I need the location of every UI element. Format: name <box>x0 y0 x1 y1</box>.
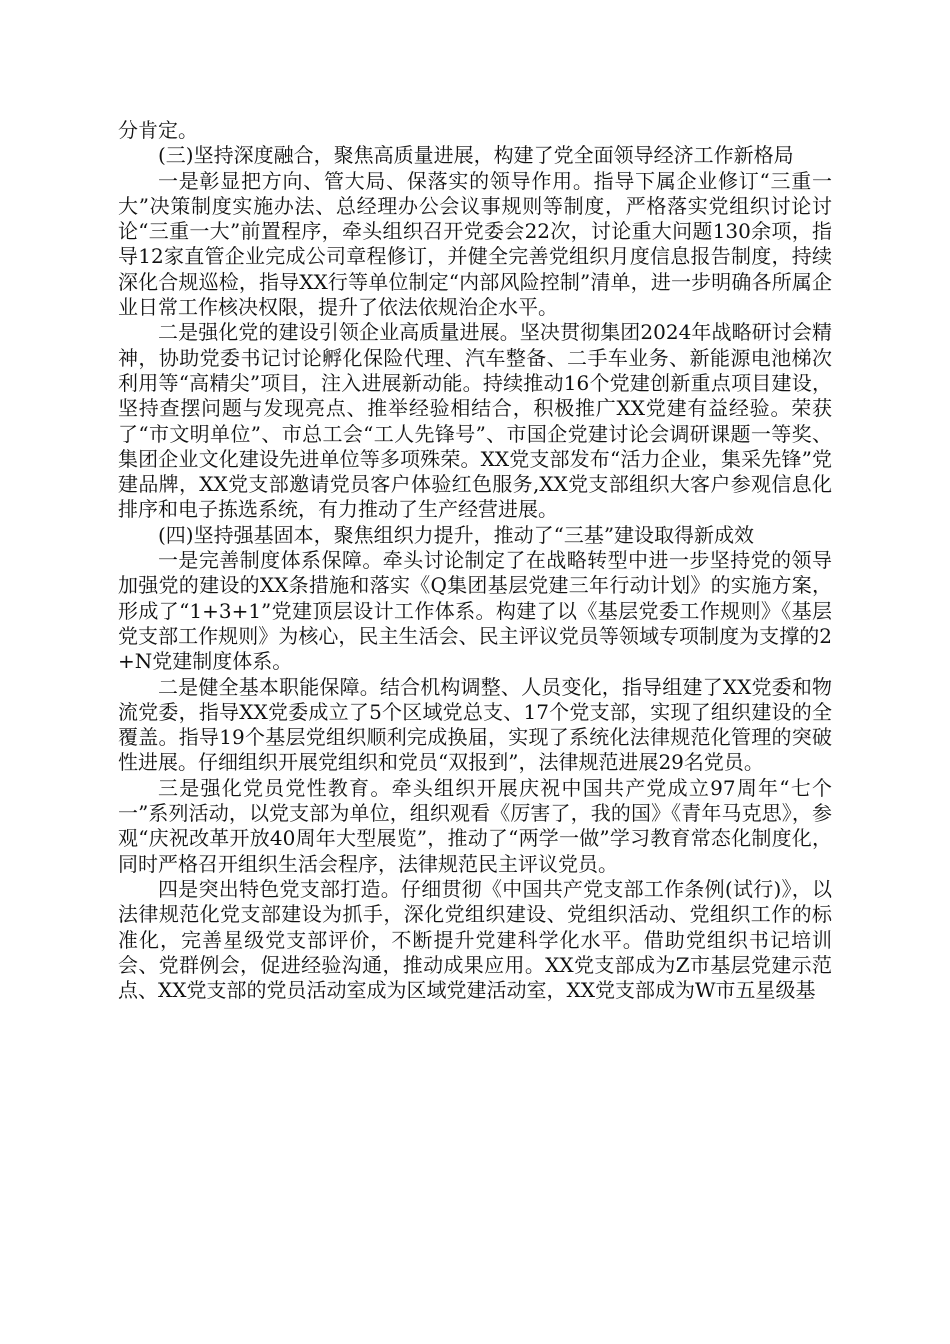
paragraph-system-guarantee: 一是完善制度体系保障。牵头讨论制定了在战略转型中进一步坚持党的领导加强党的建设的XX条措施和落实《Q集团基层党建三年行动计划》的实施方案，形成了“1+3+1”党建顶层设计工作体系。构建了以《基层党委工作规则》《基层党支部工作规则》为核心，民主生活会、民主评议党员等领域专项制度为支撑的2+N党建制度体系。 <box>118 548 832 674</box>
document-page <box>118 118 832 1003</box>
paragraph-featured-branches: 四是突出特色党支部打造。仔细贯彻《中国共产党支部工作条例(试行)》，以法律规范化党支部建设为抓手，深化党组织建设、党组织活动、党组织工作的标准化，完善星级党支部评价，不断提升党建科学化水平。借助党组织书记培训会、党群例会，促进经验沟通，推动成果应用。XX党支部成为Z市基层党建示范点、XX党支部的党员活动室成为区域党建活动室，XX党支部成为W市五星级基 <box>118 876 832 1003</box>
paragraph-1: 分肯定。 <box>118 118 198 142</box>
section-heading-4: (四)坚持强基固本，聚焦组织力提升，推动了“三基”建设取得新成效 <box>158 522 755 547</box>
paragraph-party-education: 三是强化党员党性教育。牵头组织开展庆祝中国共产党成立97周年“七个一”系列活动，以党支部为单位，组织观看《厉害了，我的国》《青年马克思》，参观“庆祝改革开放40周年大型展览”，推动了“两学一做”学习教育常态化制度化，同时严格召开组织生活会程序，法律规范民主评议党员。 <box>118 775 832 876</box>
paragraph-basic-functions: 二是健全基本职能保障。结合机构调整、人员变化，指导组建了XX党委和物流党委，指导XX党委成立了5个区域党总支、17个党支部，实现了组织建设的全覆盖。指导19个基层党组织顺利完成换届，实现了系统化法律规范化管理的突破性进展。仔细组织开展党组织和党员“双报到”，法律规范进展29名党员。 <box>118 674 832 775</box>
section-heading-3: (三)坚持深度融合，聚焦高质量进展，构建了党全面领导经济工作新格局 <box>158 143 794 168</box>
paragraph-leadership-role: 一是彰显把方向、管大局、保落实的领导作用。指导下属企业修订“三重一大”决策制度实施办法、总经理办公会议事规则等制度，严格落实党组织讨论讨论“三重一大”前置程序，牵头组织召开党委会22次，讨论重大问题130余项，指导12家直管企业完成公司章程修订，并健全完善党组织月度信息报告制度，持续深化合规巡检，指导XX行等单位制定“内部风险控制”清单，进一步明确各所属企业日常工作核决权限，提升了依法依规治企水平。 <box>118 168 832 320</box>
paragraph-party-building: 二是强化党的建设引领企业高质量进展。坚决贯彻集团2024年战略研讨会精神，协助党委书记讨论孵化保险代理、汽车整备、二手车业务、新能源电池梯次利用等“高精尖”项目，注入进展新动能。持续推动16个党建创新重点项目建设，坚持查摆问题与发现亮点、推举经验相结合，积极推广XX党建有益经验。荣获了“市文明单位”、市总工会“工人先锋号”、市国企党建讨论会调研课题一等奖、集团企业文化建设先进单位等多项殊荣。XX党支部发布“活力企业，集采先锋”党建品牌，XX党支部邀请党员客户体验红色服务,XX党支部组织大客户参观信息化排序和电子拣选系统，有力推动了生产经营进展。 <box>118 320 832 522</box>
